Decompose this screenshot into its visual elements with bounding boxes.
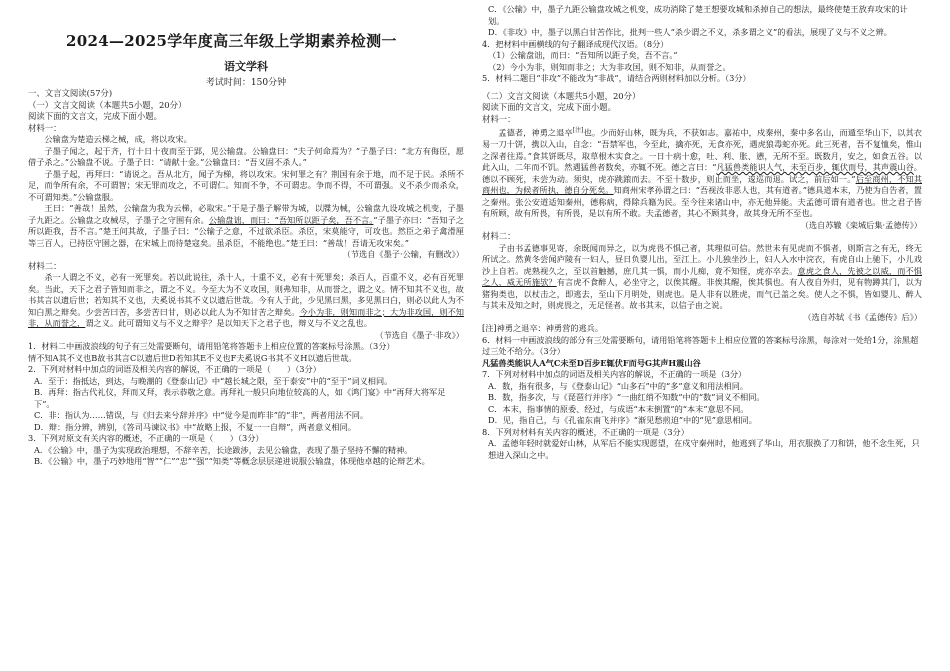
option-a: A．数，指有很多，与《登泰山记》“山多石”中的“多”意义和用法相同。 [488,380,749,391]
question-8: 8．下列对材料有关内容的概述，不正确的一项是（3分） [482,426,689,437]
passage-text: 子由书孟德事见寄，余既闻而异之，以为虎畏不惧己者，其理似可信。然世未有见虎而不惧者，则斯言之有无，终无所试之。然黄冬尝闻庐陵有一妇人，昼日负婴儿出，至江上。小儿独坐沙上，妇人入水中浣衣，有虎自山上驰下，小儿戏沙上自若。虎熟视久之，至以首触撼，庶几其一惧，而小儿痴，竟不知怪，虎亦卒去。 [482,242,922,276]
option-a: A．《公输》中，墨子为实现政治理想，不辞辛苦，长途跋涉，去见公输盘，表现了墨子坚持不懈的精神。 [34,444,413,455]
question-2: 2．下列对材料中加点的词语及相关内容的解说，不正确的一项是（ ）（3分） [28,364,321,374]
question-4-part-2: （2）今小为非，则知而非之；大为非攻国，则不知非，从而誉之。 [488,61,731,72]
passage-text: 知商州宋孝孙谓之曰：“吾视汝非恶人也，其有道者。”德具道本末，乃使为自告者，置之秦州。张公安道适知秦州，德称病，得除兵籍为民。至今往来诸山中，亦无他异能。夫孟德可谓有道者也。世之君子皆有所顾，故有所畏，有所畏，是以有所不敢。夫孟德者，其心不顾其身，故其身无所不至也。 [482,185,922,219]
option-c: C．本末，指事情的原委、经过，与成语“本末倒置”的“本末”意思不同。 [488,403,749,414]
underlined-sentence: 意虎之食人，先被之以威，而不惧之人，威无所施欤？ [482,265,922,288]
passage-paragraph: 公输盘为楚造云梯之械，成，将以攻宋。 [44,134,192,144]
passage-text: 孟德者，神勇之退卒 [498,127,573,138]
option-b: B．数，指多次，与《琵琶行并序》“一曲红绡不知数”中的“数”词义不相同。 [488,392,765,403]
section-subheading: （一）文言文阅读（本题共5小题，20分） [28,99,187,110]
question-7: 7．下列对材料中加点的词语及相关内容的解说，不正确的一项是（3分） [482,369,747,380]
exam-title: 2024—2025学年度高三年级上学期素养检测一 [66,32,397,50]
passage-text: 。德以不顾死，未尝为动。须臾，虎亦跳踉而去。不至十数步，则止而坐，逡巡而退。试之，前后如一。” [482,162,922,184]
passage-paragraph [28,272,464,330]
section-heading: 一、文言文阅读(57分) [28,88,113,98]
option-d: D．《非攻》中，墨子以黑白甘苦作比，批判一些人“杀少谓之不义，杀多谓之义”的看法，展现了义与不义之辨。 [488,27,892,37]
question-3: 3．下列对原文有关内容的概述，不正确的一项是（ ）（3分） [28,433,264,443]
option-d: D．辩：指分辨，辨别，《答司马谏议书》中“故略上报，不复一一自辩”，两者意义相同。 [34,421,356,432]
passage-text: 有言虎不食醉人，必坐守之，以俟其醒。非俟其醒，俟其惧也。有人夜自外归，见有物蹲其门，以为猪狗类也，以杖击之，即逃去，至山下月明处，则虎也。是人非有以胜虎，而气已盖之矣。使人之不惧，皆如婴儿、醉人与其未及知之时，则虎畏之，无足怪者。故书其末，以信子由之说。 [482,277,922,311]
section-subheading: （二）文言文阅读（本题共5小题，20分） [482,90,641,101]
option-c: C．《公输》中，墨子九距公输盘攻城之机变，成功消除了楚王想要攻城和杀掉自己的想法，最终使楚王放弃攻宋的计划。 [488,4,908,26]
source-citation: （选自苏轼《书《孟德传》后》） [803,311,922,322]
source-citation: （选自苏辙《栾城后集·孟德传》） [800,219,922,230]
question-4-part-1: （1）公输盘诎，而曰：“吾知所以距子矣，吾不言。” [488,50,678,60]
passage-paragraph [482,125,922,220]
question-6: 6．材料一中画波浪线的部分有三处需要断句，请用铅笔将答题卡上相应位置的答案标号涂黑，每涂对一处给1分，涂黑超过三处不给分。（3分） [482,334,919,357]
underlined-sentence: 公输盘诎，而曰：“吾知所以距子矣，吾不言。 [208,214,374,225]
passage-paragraph: 子墨子起，再拜曰：“请说之。吾从北方，闻子为梯，将以攻宋。宋何罪之有？荆国有余于地，而不足于民。杀所不足，而争所有余，不可谓智；宋无罪而攻之，不可谓仁。知而不争，不可谓忠。争而不得，不可谓强。义不杀少而杀众，不可谓知类。”公输盘服。 [28,168,464,202]
material-label: 材料一： [28,122,62,133]
exam-subject: 语文学科 [224,60,268,73]
passage-text: 谓之义。此可谓知义与不义之辩乎？是以知天下之君子也，辩义与不义之乱也。 [85,318,372,328]
material-label: 材料一： [482,113,516,124]
passage-text: ”子墨子亦曰：“吾知子之所以距我，吾不言。”楚王问其故，子墨子曰：“公输子之意，不过欲杀臣。杀臣，宋莫能守，可攻也。然臣之弟子禽滑厘等三百人，已持臣守圉之器，在宋城上而待楚寇矣。虽杀臣，不能绝也。”楚王曰：“善哉！吾请无攻宋矣。” [28,214,464,248]
option-a: A．孟德年轻时就爱好山林，从军后不能实现愿望，在戍守秦州时，他逃到了华山，用衣服换了刀和饼，他不念生死，只想进入深山之中。 [488,438,920,460]
left-column [28,0,464,671]
passage-paragraph: 子墨子闻之，起于齐，行十日十夜而至于郢，见公输盘。公输盘曰：“夫子何命焉为？”子墨子曰：“北方有侮臣，愿借子杀之。”公输盘不说。子墨子曰：“请献十金。”公输盘曰：“吾义固不杀人。” [28,145,464,167]
question-4: 4．把材料中画横线的句子翻译成现代汉语。（8分） [482,38,669,49]
question-5: 5．材料二题目“非攻”不能改为“非战”，请结合两则材料加以分析。（3分） [482,73,751,83]
source-citation: （节选自《墨子·非攻》） [375,329,464,340]
passage-paragraph [28,203,464,249]
passage-text: 也。少而好山林，既为兵，不获如志。嘉祐中，戍秦州，秦中多名山，而遁至华山下，以其衣易一刀十饼，携以入山，自念：“吾禁军也，今至此，擒亦死，无食亦死，遇虎狼毒蛇亦死。此三死者，吾不复恤矣，惟山之深者往焉。”食其饼既尽，取草根木实食之。一日十病十愈，吐、利、胀、懑，无所不至。既数月，安之，如食五谷。以此入山，二年而不饥。然遇猛兽者数矣，亦辄不死。德之言曰：“ [482,127,922,173]
material-label: 材料二： [482,231,516,242]
underlined-sentence: 今小为非，则知而非之；大为非攻国，则不知非，从而誉之， [28,306,464,328]
question-1: 1．材料二中画波浪线的句子有三处需要断句，请用铅笔将答题卡上相应位置的答案标号涂黑。（3分） [28,341,395,351]
option-d: D．见，指自己，与《孔雀东南飞并序》“渐见愁煎迫”中的“见”意思相同。 [488,415,757,426]
question-1-text: 情不知A其不义也B故书其言C以遗后世D若知其E不义也F夫奚说G书其不义H以遗后世哉。 [28,352,357,363]
option-a: A．至于：指抵达，到达，与晚潮的《登泰山记》中“越长城之限，至于泰安”中的“至于”词义相同。 [34,375,393,386]
instruction: 阅读下面的文言文，完成下面小题。 [28,111,162,121]
option-c: C．非：指认为……错误，与《归去来兮辞并序》中“觉今是而昨非”的“非”，两者用法不同。 [34,410,369,420]
right-column [482,0,922,671]
exam-time: 考试时间：150分钟 [205,78,287,88]
instruction: 阅读下面的文言文，完成下面小题。 [482,102,616,112]
option-b: B．再拜：指古代礼仪，拜而又拜，表示恭敬之意。再拜礼一般只向地位较高的人，如《鸿门宴》中“再拜大将军足下”。 [34,387,446,409]
passage-text: 杀一人谓之不义，必有一死罪矣。若以此说往，杀十人，十重不义，必有十死罪矣；杀百人，百重不义，必有百死罪矣。当此，天下之君子皆知而非之，谓之不义。今至大为不义攻国，则弗知非，从而誉之，谓之义。情不知其不义也，故书其言以遗后世；若知其不义也，夫奚说书其不义以遗后世哉。今有人于此，少见黑曰黑，多见黑曰白，则必以此人为不知白黑之辩矣。少尝苦曰苦，多尝苦曰甘，则必以此人为不知甘苦之辩矣。 [28,272,464,317]
material-label: 材料二： [28,260,62,271]
source-citation: （节选自《墨子·公输，有删改》） [342,249,464,259]
passage-text: 王曰：“善哉！虽然，公输盘为我为云梯，必取宋。”于是子墨子解带为城，以牒为械，公输盘九设攻城之机变，子墨子九距之。公输盘之攻械尽，子墨子之守围有余。 [28,203,464,225]
wavy-underlined-sentence: 凡猛兽类能识人气，未至百步，辄伏而号，其声震山谷 [716,162,914,173]
underlined-sentence: 后至商州，不知其商州也，为候者所执，德自分死矣。 [482,173,922,196]
footnote: [注]神勇之退卒：神勇营的逃兵。 [482,323,604,334]
option-b: B．《公输》中，墨子巧妙地用“智”“仁”“忠”“强”“知类”等概念层层递进说服公输盘，体现他卓越的论辩艺术。 [34,456,430,466]
passage-paragraph [482,243,922,312]
footnote-marker: [注] [572,127,584,134]
question-6-text: 凡猛兽类能识人A气C未至D百步E辄伏F而号G其声H震山谷 [482,357,701,368]
